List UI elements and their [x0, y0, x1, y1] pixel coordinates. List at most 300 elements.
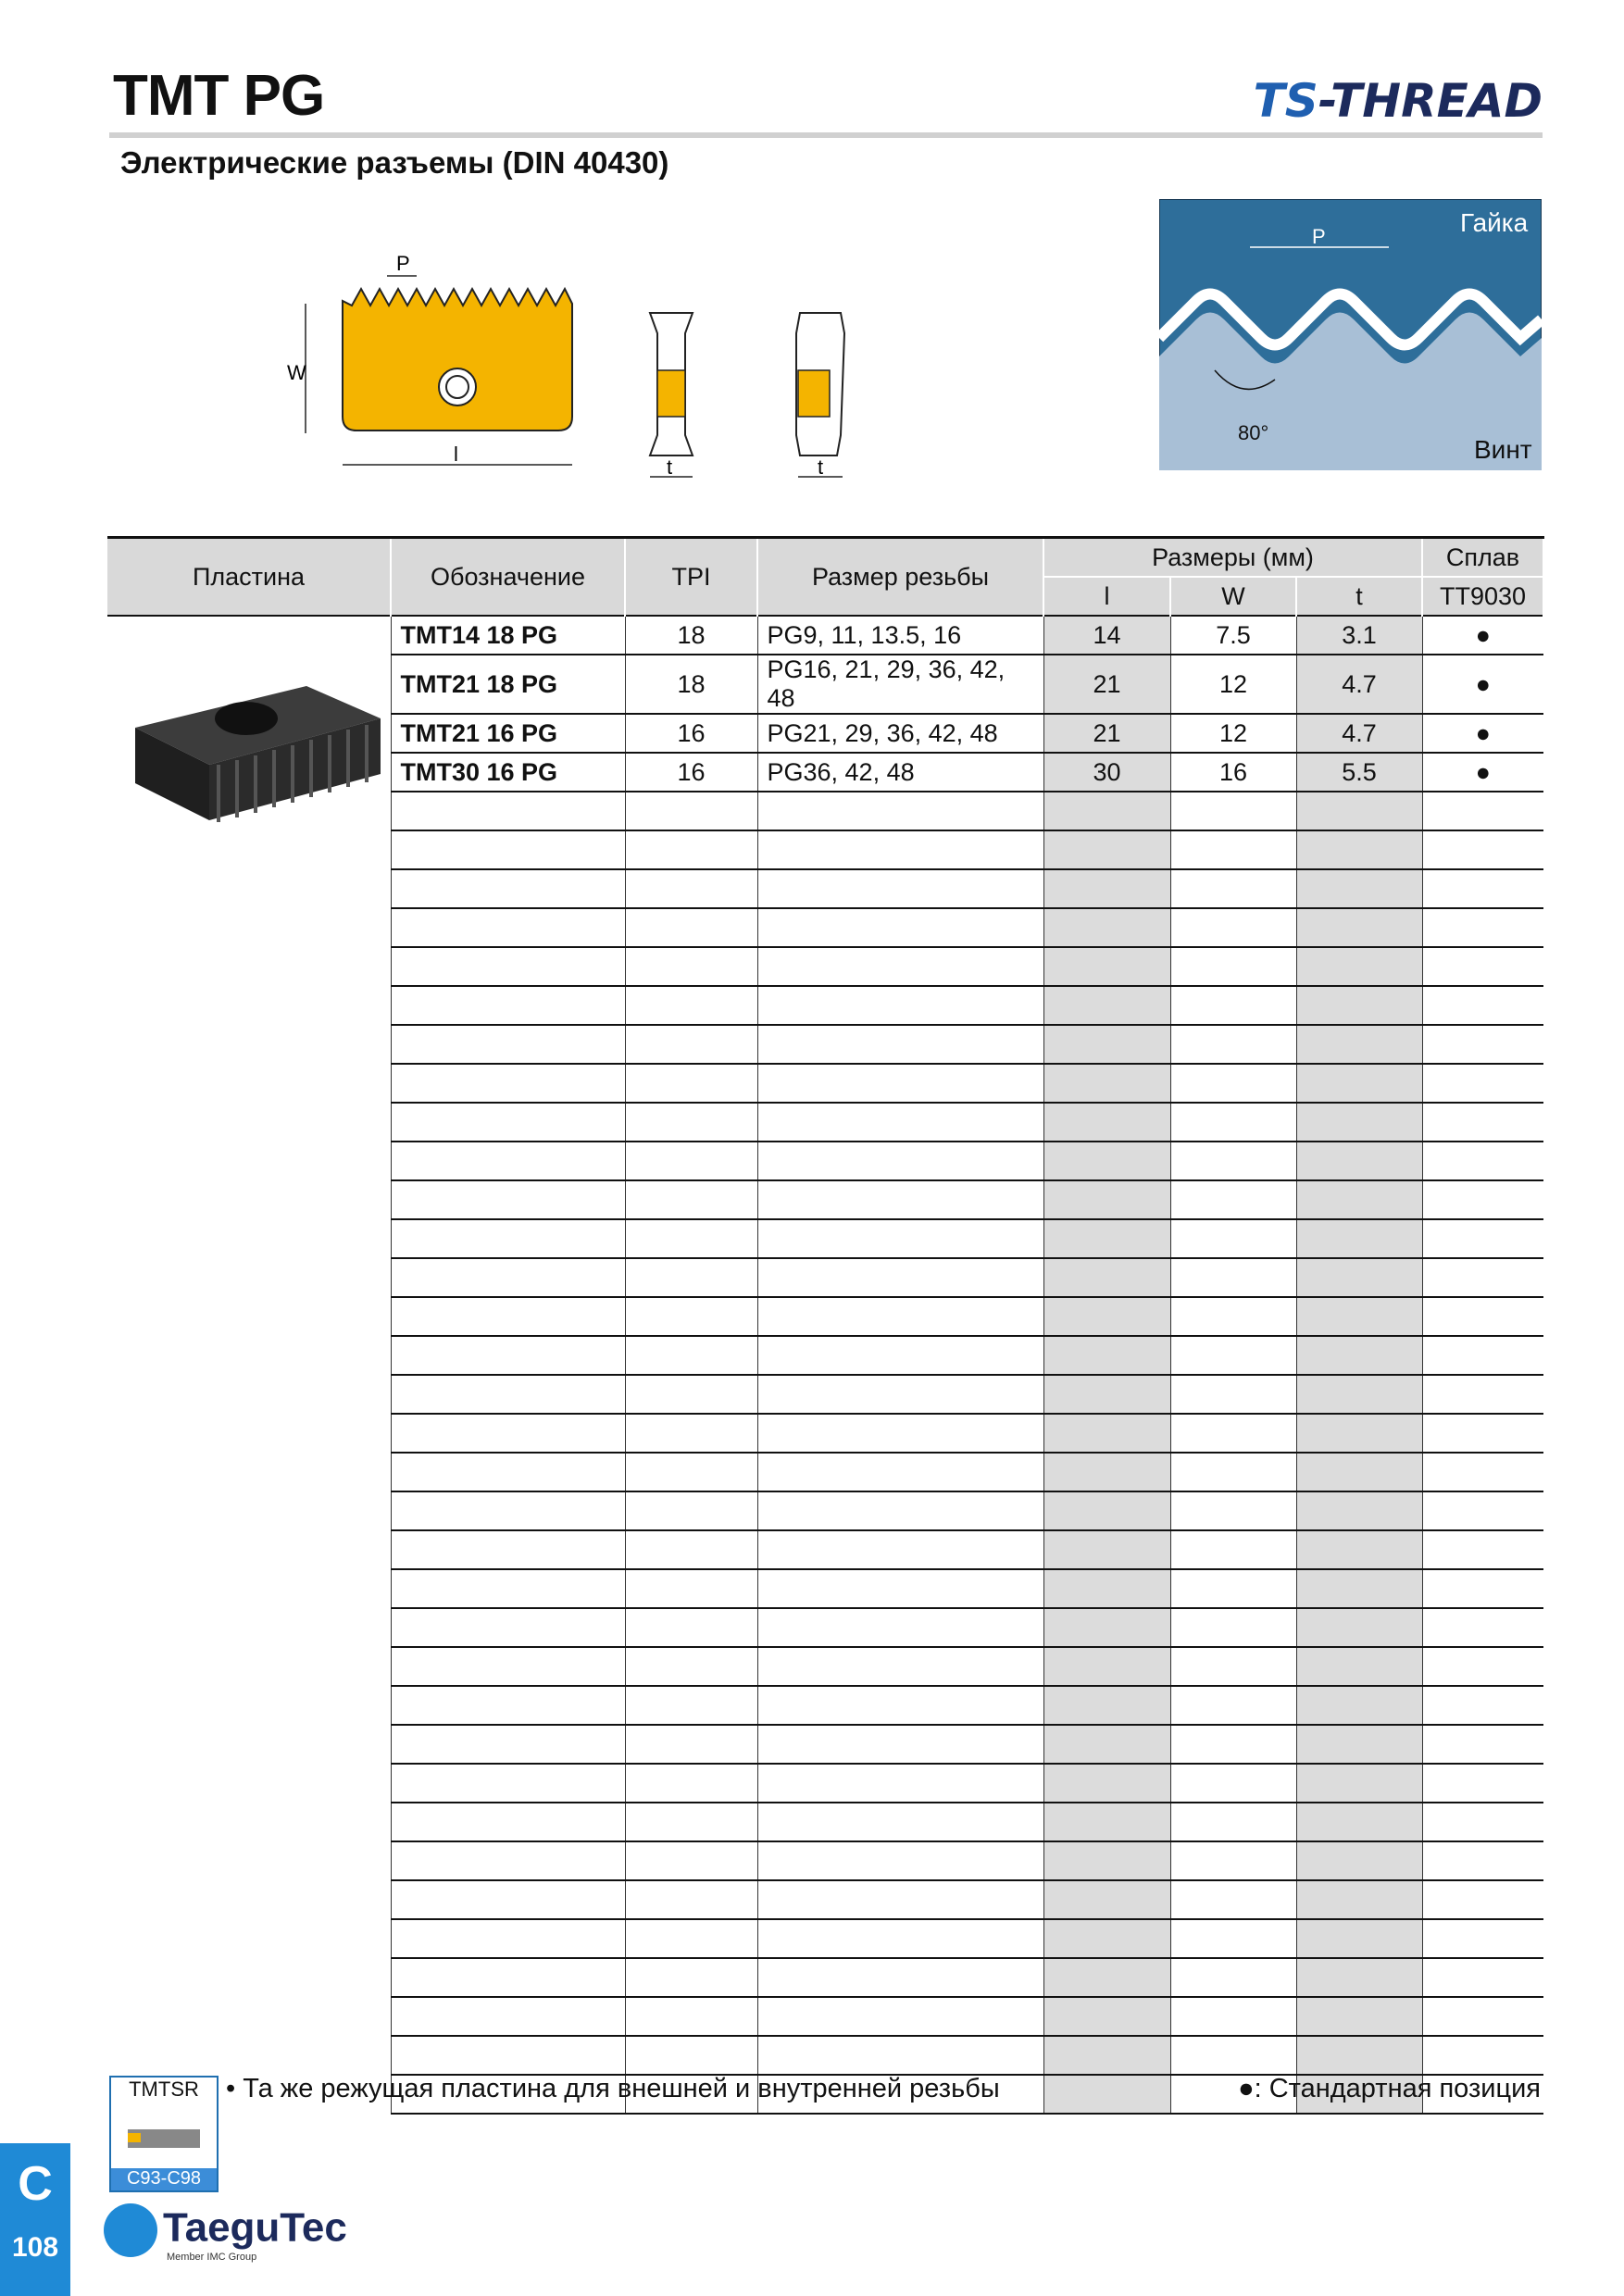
empty-cell: [757, 1453, 1043, 1491]
holder-reference-box[interactable]: [109, 2076, 219, 2192]
empty-cell: [1170, 2036, 1296, 2075]
empty-cell: [757, 947, 1043, 986]
page-title: TMT PG: [113, 64, 325, 128]
brand-suffix: -THREAD: [1318, 74, 1543, 128]
row-w: 12: [1170, 714, 1296, 753]
empty-cell: [625, 1142, 757, 1180]
empty-cell: [1296, 1686, 1422, 1725]
empty-cell: [625, 1803, 757, 1841]
empty-cell: [1422, 1725, 1543, 1764]
empty-cell: [1422, 908, 1543, 947]
empty-cell: [757, 986, 1043, 1025]
footnote: • Та же режущая пластина для внешней и внутренней резьбы: [226, 2074, 1000, 2103]
empty-cell: [391, 1336, 625, 1375]
brand-prefix: TS: [1253, 74, 1318, 128]
empty-cell: [1170, 1725, 1296, 1764]
empty-cell: [625, 908, 757, 947]
empty-cell: [1043, 830, 1170, 869]
empty-cell: [625, 986, 757, 1025]
empty-cell: [1043, 869, 1170, 908]
empty-cell: [391, 1997, 625, 2036]
empty-cell: [1043, 1491, 1170, 1530]
empty-cell: [757, 2036, 1043, 2075]
empty-cell: [1043, 1297, 1170, 1336]
empty-cell: [1422, 1764, 1543, 1803]
brand-logo: [1254, 74, 1543, 128]
insert-photo: [107, 617, 391, 839]
empty-cell: [1043, 2075, 1170, 2114]
empty-cell: [1170, 1530, 1296, 1569]
empty-cell: [757, 869, 1043, 908]
empty-cell: [1170, 792, 1296, 830]
empty-cell: [757, 1997, 1043, 2036]
empty-cell: [625, 947, 757, 986]
empty-cell: [1043, 1064, 1170, 1103]
empty-cell: [625, 1997, 757, 2036]
row-designation: TMT21 16 PG: [391, 714, 625, 753]
header-grade: Сплав: [1422, 538, 1543, 578]
empty-cell: [1170, 1375, 1296, 1414]
header-w: W: [1170, 577, 1296, 616]
empty-cell: [1170, 1414, 1296, 1453]
empty-cell: [1296, 1103, 1422, 1142]
empty-cell: [757, 1375, 1043, 1414]
empty-cell: [391, 1958, 625, 1997]
empty-cell: [757, 1958, 1043, 1997]
empty-cell: [1422, 1180, 1543, 1219]
empty-cell: [1296, 1764, 1422, 1803]
header-grade-name: TT9030: [1422, 577, 1543, 616]
empty-cell: [625, 2036, 757, 2075]
row-t: 5.5: [1296, 753, 1422, 792]
empty-cell: [1296, 986, 1422, 1025]
empty-cell: [391, 986, 625, 1025]
empty-cell: [1296, 1025, 1422, 1064]
insert-body-shape: [343, 289, 572, 430]
empty-cell: [1296, 1336, 1422, 1375]
row-tpi: 16: [625, 753, 757, 792]
empty-cell: [625, 1569, 757, 1608]
empty-cell: [1422, 986, 1543, 1025]
empty-cell: [1422, 1491, 1543, 1530]
empty-cell: [625, 792, 757, 830]
empty-cell: [757, 1647, 1043, 1686]
empty-cell: [1296, 1414, 1422, 1453]
empty-cell: [625, 1025, 757, 1064]
row-t: 4.7: [1296, 714, 1422, 753]
empty-cell: [1170, 1453, 1296, 1491]
empty-cell: [1296, 1569, 1422, 1608]
row-l: 21: [1043, 655, 1170, 714]
empty-cell: [1422, 1569, 1543, 1608]
empty-cell: [757, 1919, 1043, 1958]
empty-cell: [391, 1453, 625, 1491]
empty-cell: [1422, 1530, 1543, 1569]
insert-sketch: [278, 250, 870, 491]
empty-cell: [1043, 947, 1170, 986]
page-subtitle: Электрические разъемы (DIN 40430): [120, 145, 669, 180]
empty-cell: [1422, 1025, 1543, 1064]
empty-cell: [1170, 1064, 1296, 1103]
empty-cell: [391, 1180, 625, 1219]
empty-cell: [1043, 1180, 1170, 1219]
empty-cell: [1422, 2036, 1543, 2075]
empty-cell: [1422, 1919, 1543, 1958]
empty-cell: [1422, 1608, 1543, 1647]
empty-cell: [1170, 1491, 1296, 1530]
header-l: l: [1043, 577, 1170, 616]
empty-cell: [1043, 1997, 1170, 2036]
empty-cell: [625, 1686, 757, 1725]
header-insert: Пластина: [107, 538, 391, 617]
empty-cell: [391, 1103, 625, 1142]
empty-cell: [1296, 1608, 1422, 1647]
empty-cell: [1043, 1958, 1170, 1997]
section-letter: C: [18, 2157, 53, 2211]
table-row: [107, 616, 1543, 655]
empty-cell: [1296, 1841, 1422, 1880]
empty-cell: [391, 1064, 625, 1103]
empty-cell: [391, 869, 625, 908]
empty-cell: [625, 1103, 757, 1142]
company-name: TaeguTec: [163, 2204, 347, 2251]
empty-cell: [1170, 1142, 1296, 1180]
empty-cell: [757, 1258, 1043, 1297]
empty-cell: [1296, 869, 1422, 908]
empty-cell: [391, 1803, 625, 1841]
row-l: 14: [1043, 616, 1170, 655]
empty-cell: [1422, 1841, 1543, 1880]
empty-cell: [1422, 830, 1543, 869]
empty-cell: [625, 1647, 757, 1686]
empty-cell: [1296, 1997, 1422, 2036]
empty-cell: [1296, 1297, 1422, 1336]
empty-cell: [625, 1180, 757, 1219]
empty-cell: [757, 1803, 1043, 1841]
empty-cell: [625, 1453, 757, 1491]
nut-label: Гайка: [1460, 208, 1529, 237]
empty-cell: [1170, 830, 1296, 869]
empty-cell: [1296, 1647, 1422, 1686]
row-t: 4.7: [1296, 655, 1422, 714]
header-designation: Обозначение: [391, 538, 625, 617]
empty-cell: [757, 1569, 1043, 1608]
empty-cell: [391, 1725, 625, 1764]
empty-cell: [1043, 1453, 1170, 1491]
empty-cell: [391, 1375, 625, 1414]
empty-cell: [1296, 1958, 1422, 1997]
header-dimensions: Размеры (мм): [1043, 538, 1422, 578]
empty-cell: [1170, 1958, 1296, 1997]
empty-cell: [1170, 1336, 1296, 1375]
empty-cell: [625, 1764, 757, 1803]
empty-cell: [1296, 792, 1422, 830]
empty-cell: [1170, 1180, 1296, 1219]
empty-cell: [391, 1025, 625, 1064]
empty-cell: [1170, 1608, 1296, 1647]
empty-cell: [1043, 1530, 1170, 1569]
empty-cell: [757, 1414, 1043, 1453]
empty-cell: [625, 1258, 757, 1297]
empty-cell: [391, 830, 625, 869]
holder-page-ref: C93-C98: [111, 2168, 217, 2190]
empty-cell: [391, 1919, 625, 1958]
empty-cell: [625, 830, 757, 869]
empty-cell: [1043, 1414, 1170, 1453]
empty-cell: [1296, 1258, 1422, 1297]
empty-cell: [1422, 869, 1543, 908]
empty-cell: [391, 1142, 625, 1180]
empty-cell: [757, 1297, 1043, 1336]
empty-cell: [1170, 869, 1296, 908]
empty-cell: [1422, 1142, 1543, 1180]
empty-cell: [1422, 1803, 1543, 1841]
header-thread-size: Размер резьбы: [757, 538, 1043, 617]
empty-cell: [391, 1258, 625, 1297]
empty-cell: [391, 1686, 625, 1725]
empty-cell: [1422, 1414, 1543, 1453]
company-logo: [104, 2203, 347, 2263]
empty-cell: [1170, 1258, 1296, 1297]
holder-label: TMTSR: [129, 2078, 199, 2101]
empty-cell: [1422, 1219, 1543, 1258]
empty-cell: [391, 1764, 625, 1803]
empty-cell: [1296, 1180, 1422, 1219]
empty-cell: [625, 1530, 757, 1569]
empty-cell: [1296, 1491, 1422, 1530]
empty-cell: [1170, 1647, 1296, 1686]
empty-cell: [757, 1219, 1043, 1258]
header-rule: [109, 132, 1543, 138]
empty-cell: [1043, 1142, 1170, 1180]
empty-cell: [1170, 1803, 1296, 1841]
empty-cell: [757, 1142, 1043, 1180]
empty-cell: [1296, 830, 1422, 869]
empty-cell: [1422, 792, 1543, 830]
header-t: t: [1296, 577, 1422, 616]
row-grade: ●: [1422, 753, 1543, 792]
empty-cell: [1170, 1219, 1296, 1258]
insert-photo-cell: [107, 616, 391, 2114]
angle-label: 80°: [1238, 421, 1269, 444]
row-l: 30: [1043, 753, 1170, 792]
empty-cell: [757, 1064, 1043, 1103]
empty-cell: [625, 1375, 757, 1414]
row-thread-size: PG9, 11, 13.5, 16: [757, 616, 1043, 655]
empty-cell: [1422, 947, 1543, 986]
empty-cell: [1296, 947, 1422, 986]
row-thread-size: PG16, 21, 29, 36, 42, 48: [757, 655, 1043, 714]
row-thread-size: PG21, 29, 36, 42, 48: [757, 714, 1043, 753]
empty-cell: [625, 1336, 757, 1375]
empty-cell: [1422, 1375, 1543, 1414]
empty-cell: [1422, 1958, 1543, 1997]
empty-cell: [1422, 1258, 1543, 1297]
empty-cell: [625, 1919, 757, 1958]
width-label: W: [287, 361, 306, 384]
empty-cell: [391, 792, 625, 830]
thickness-label-1: t: [667, 455, 673, 479]
empty-cell: [1043, 1764, 1170, 1803]
empty-cell: [625, 1297, 757, 1336]
empty-cell: [391, 1841, 625, 1880]
row-w: 7.5: [1170, 616, 1296, 655]
empty-cell: [1043, 986, 1170, 1025]
empty-cell: [757, 1530, 1043, 1569]
empty-cell: [1170, 908, 1296, 947]
row-grade: ●: [1422, 655, 1543, 714]
empty-cell: [757, 1180, 1043, 1219]
empty-cell: [1043, 908, 1170, 947]
row-designation: TMT21 18 PG: [391, 655, 625, 714]
empty-cell: [757, 830, 1043, 869]
empty-cell: [1422, 1453, 1543, 1491]
empty-cell: [1422, 1103, 1543, 1142]
company-subtitle: Member IMC Group: [167, 2252, 257, 2263]
company-mark-icon: [104, 2203, 157, 2257]
empty-cell: [757, 908, 1043, 947]
empty-cell: [757, 1880, 1043, 1919]
empty-cell: [1422, 1686, 1543, 1725]
empty-cell: [1043, 1336, 1170, 1375]
insert-table: [107, 536, 1544, 2115]
empty-cell: [757, 792, 1043, 830]
empty-cell: [391, 1608, 625, 1647]
empty-cell: [1170, 1686, 1296, 1725]
empty-cell: [1043, 1103, 1170, 1142]
empty-cell: [625, 869, 757, 908]
empty-cell: [625, 1841, 757, 1880]
empty-cell: [1170, 1103, 1296, 1142]
empty-cell: [625, 1608, 757, 1647]
empty-cell: [391, 2036, 625, 2075]
empty-cell: [757, 1764, 1043, 1803]
empty-cell: [1170, 1025, 1296, 1064]
empty-cell: [1043, 792, 1170, 830]
empty-cell: [1422, 1064, 1543, 1103]
empty-cell: [391, 1491, 625, 1530]
row-tpi: 18: [625, 616, 757, 655]
length-label: l: [454, 443, 458, 466]
empty-cell: [1296, 1453, 1422, 1491]
page-number: 108: [11, 2232, 59, 2263]
empty-cell: [757, 1491, 1043, 1530]
empty-cell: [757, 1025, 1043, 1064]
thickness-label-2: t: [818, 455, 824, 479]
empty-cell: [625, 1880, 757, 1919]
empty-cell: [1043, 1025, 1170, 1064]
holder-icon: [124, 2111, 204, 2159]
row-grade: ●: [1422, 616, 1543, 655]
empty-cell: [391, 1880, 625, 1919]
empty-cell: [1043, 1608, 1170, 1647]
header-tpi: TPI: [625, 538, 757, 617]
empty-cell: [1422, 1297, 1543, 1336]
empty-cell: [1170, 1880, 1296, 1919]
empty-cell: [1043, 1803, 1170, 1841]
empty-cell: [1170, 1841, 1296, 1880]
empty-cell: [1043, 1919, 1170, 1958]
empty-cell: [1296, 1919, 1422, 1958]
thread-profile-diagram: [1159, 199, 1542, 470]
empty-cell: [391, 1569, 625, 1608]
empty-cell: [1170, 1764, 1296, 1803]
row-grade: ●: [1422, 714, 1543, 753]
empty-cell: [625, 1064, 757, 1103]
row-w: 12: [1170, 655, 1296, 714]
empty-cell: [757, 1725, 1043, 1764]
row-thread-size: PG36, 42, 48: [757, 753, 1043, 792]
empty-cell: [391, 947, 625, 986]
empty-cell: [757, 1608, 1043, 1647]
empty-cell: [1296, 1880, 1422, 1919]
row-tpi: 18: [625, 655, 757, 714]
empty-cell: [1422, 1997, 1543, 2036]
empty-cell: [1170, 1919, 1296, 1958]
empty-cell: [1043, 2036, 1170, 2075]
row-designation: TMT14 18 PG: [391, 616, 625, 655]
empty-cell: [1043, 1647, 1170, 1686]
empty-cell: [1296, 1375, 1422, 1414]
thread-pitch-label: P: [1312, 225, 1326, 248]
empty-cell: [1170, 1297, 1296, 1336]
pitch-label: P: [396, 252, 410, 275]
section-tab: [0, 2143, 70, 2296]
empty-cell: [391, 1219, 625, 1258]
empty-cell: [625, 1491, 757, 1530]
empty-cell: [1043, 1569, 1170, 1608]
empty-cell: [1170, 986, 1296, 1025]
legend-standard-item: ●: Стандартная позиция: [1238, 2074, 1541, 2103]
empty-cell: [391, 1530, 625, 1569]
empty-cell: [1422, 1647, 1543, 1686]
empty-cell: [1296, 1064, 1422, 1103]
empty-cell: [1296, 1219, 1422, 1258]
empty-cell: [1296, 1803, 1422, 1841]
empty-cell: [1296, 1725, 1422, 1764]
row-w: 16: [1170, 753, 1296, 792]
empty-cell: [1170, 1997, 1296, 2036]
empty-cell: [1043, 1258, 1170, 1297]
empty-cell: [1296, 2036, 1422, 2075]
empty-cell: [757, 1336, 1043, 1375]
row-tpi: 16: [625, 714, 757, 753]
screw-label: Винт: [1474, 435, 1532, 464]
empty-cell: [391, 908, 625, 947]
empty-cell: [1043, 1725, 1170, 1764]
empty-cell: [1043, 1375, 1170, 1414]
empty-cell: [1296, 1142, 1422, 1180]
empty-cell: [1170, 947, 1296, 986]
empty-cell: [757, 1686, 1043, 1725]
empty-cell: [757, 1103, 1043, 1142]
empty-cell: [625, 1725, 757, 1764]
row-designation: TMT30 16 PG: [391, 753, 625, 792]
empty-cell: [625, 1414, 757, 1453]
empty-cell: [1043, 1686, 1170, 1725]
empty-cell: [1422, 1880, 1543, 1919]
empty-cell: [391, 1297, 625, 1336]
empty-cell: [391, 1414, 625, 1453]
empty-cell: [391, 1647, 625, 1686]
empty-cell: [1043, 1219, 1170, 1258]
row-t: 3.1: [1296, 616, 1422, 655]
empty-cell: [1170, 1569, 1296, 1608]
empty-cell: [625, 1219, 757, 1258]
empty-cell: [1296, 908, 1422, 947]
empty-cell: [1043, 1841, 1170, 1880]
empty-cell: [625, 1958, 757, 1997]
